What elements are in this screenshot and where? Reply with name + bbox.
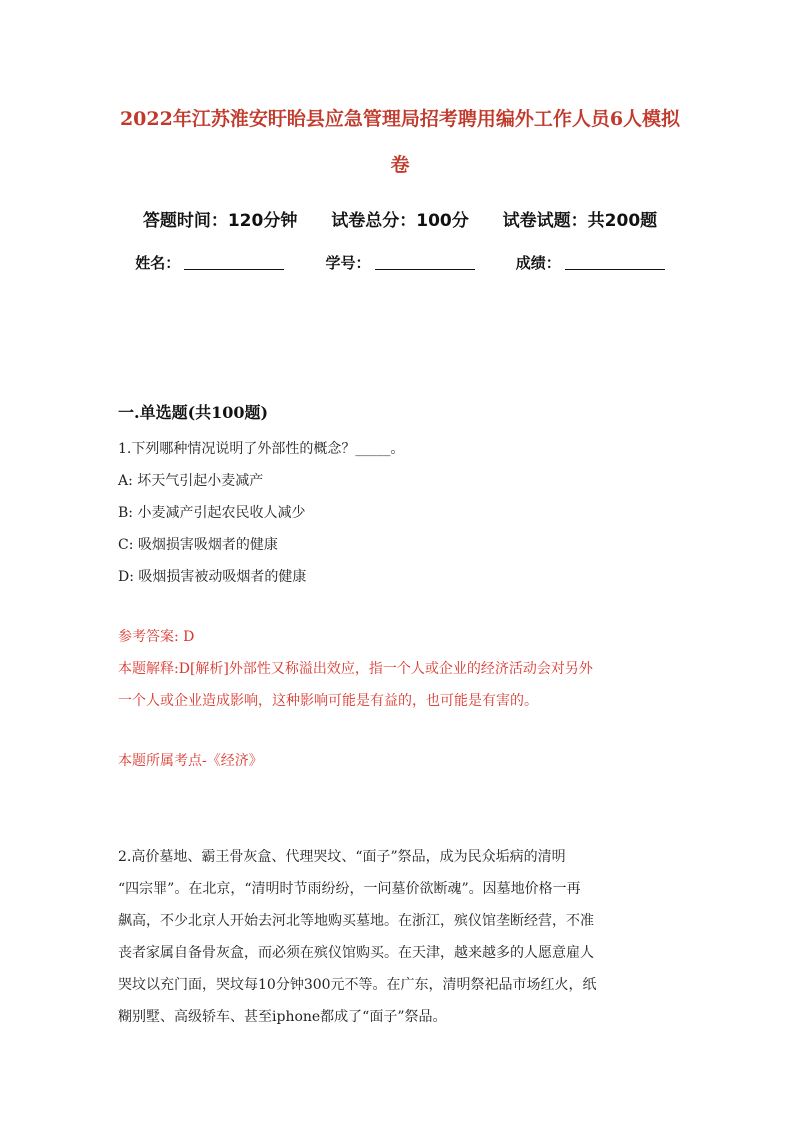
score-blank (565, 269, 665, 270)
question-1-explanation-line-2: 一个人或企业造成影响，这种影响可能是有益的，也可能是有害的。 (118, 693, 538, 709)
name-blank (184, 269, 284, 270)
question-2-line-4: 丧者家属自备骨灰盒，而必须在殡仪馆购买。在天津，越来越多的人愿意雇人 (118, 945, 594, 961)
question-2-line-1: 2.高价墓地、霸王骨灰盒、代理哭坟、“面子”祭品，成为民众垢病的清明 (118, 849, 566, 865)
exam-title (90, 96, 710, 188)
question-1-explanation-line-1: 本题解释:D[解析]外部性又称溢出效应，指一个人或企业的经济活动会对另外 (118, 661, 593, 677)
id-field (325, 254, 474, 272)
section-title: 一.单选题(共100题) (118, 403, 269, 422)
question-2-line-6: 糊别墅、高级轿车、甚至iphone都成了“面子”祭品。 (118, 1009, 447, 1025)
question-1-option-d: D: 吸烟损害被动吸烟者的健康 (118, 569, 307, 585)
score-field (516, 254, 665, 272)
question-2-line-3: 飙高，不少北京人开始去河北等地购买墓地。在浙江，殡仪馆垄断经营，不准 (118, 913, 594, 929)
id-blank (375, 269, 475, 270)
exam-meta (0, 206, 800, 231)
question-2-line-5: 哭坟以充门面，哭坟每10分钟300元不等。在广东，清明祭祀品市场红火，纸 (118, 977, 597, 993)
question-1-option-c: C: 吸烟损害吸烟者的健康 (118, 537, 278, 553)
exam-title-line-1: 2022年江苏淮安盱眙县应急管理局招考聘用编外工作人员6人模拟 (119, 108, 681, 130)
question-2-line-2: “四宗罪”。在北京，“清明时节雨纷纷，一问墓价欲断魂”。因墓地价格一再 (118, 881, 581, 897)
score-label: 成绩： (515, 254, 561, 272)
exam-question-count: 试卷试题：共200题 (502, 211, 658, 231)
question-1-answer: 参考答案: D (118, 629, 195, 645)
exam-title-line-2: 卷 (390, 154, 410, 176)
exam-time: 答题时间：120分钟 (142, 211, 298, 231)
name-label: 姓名： (135, 254, 181, 272)
name-field (135, 254, 284, 272)
student-fields (0, 252, 800, 273)
question-1-stem: 1.下列哪种情况说明了外部性的概念？_____。 (118, 441, 405, 457)
question-1-option-b: B: 小麦减产引起农民收人减少 (118, 505, 306, 521)
id-label: 学号： (325, 254, 371, 272)
question-1-option-a: A: 坏天气引起小麦减产 (118, 473, 264, 489)
exam-total-score: 试卷总分：100分 (331, 211, 469, 231)
question-1-topic: 本题所属考点-《经济》 (118, 753, 263, 769)
